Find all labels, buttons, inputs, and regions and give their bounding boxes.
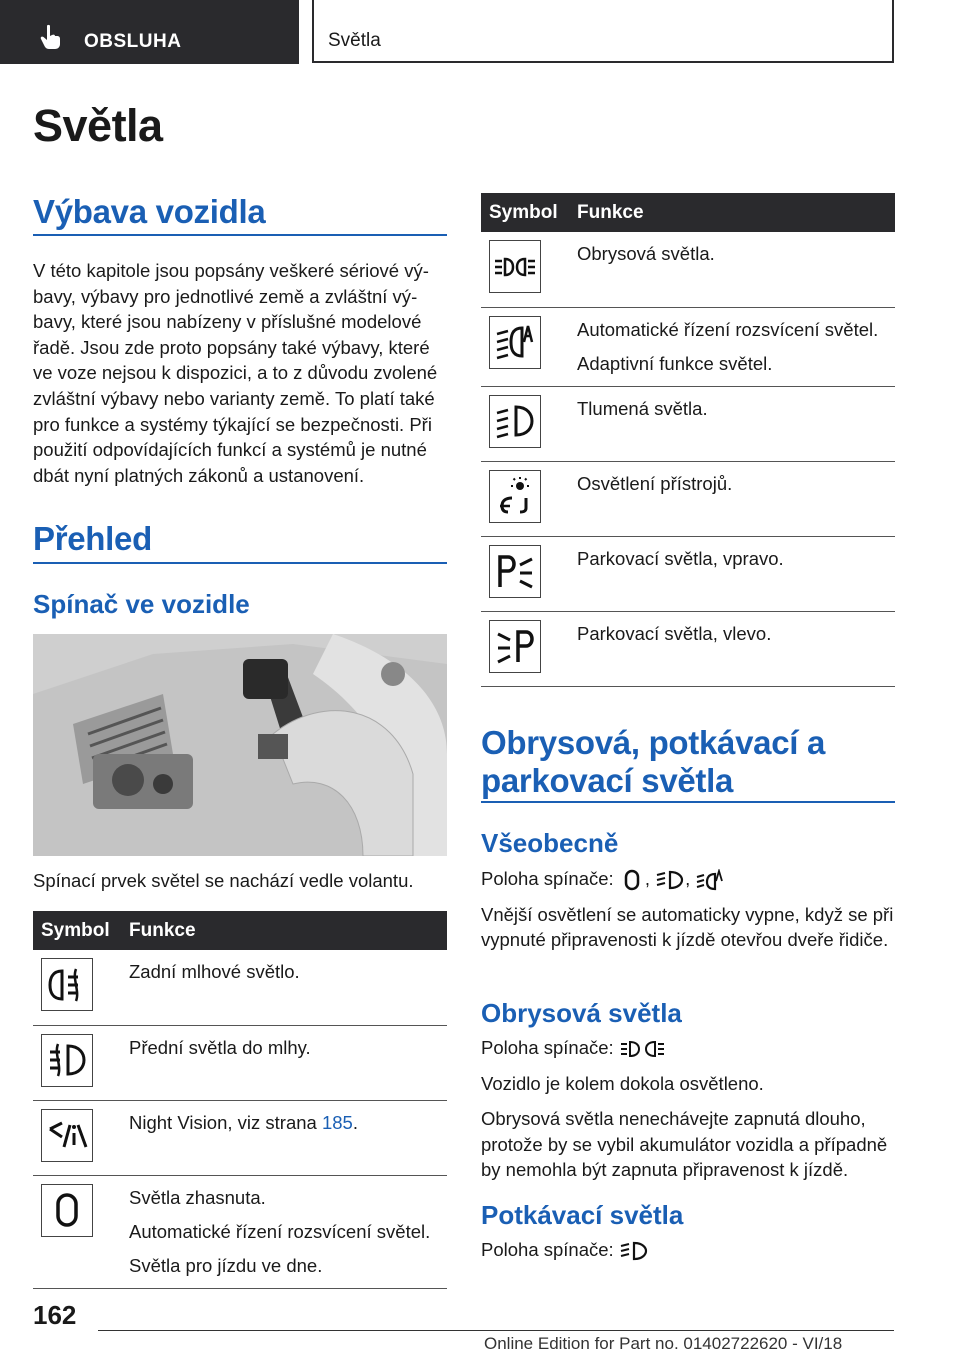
auto-headlight-icon (489, 316, 541, 369)
parking-switch-line (481, 1035, 895, 1061)
lowbeam-section (481, 1237, 895, 1273)
table-row (481, 461, 895, 536)
row-text: Adaptivní funkce světel. (577, 352, 773, 374)
separator: , (685, 868, 691, 889)
lights-off-icon (619, 869, 645, 891)
left-col-symbol: Symbol (33, 911, 121, 950)
general-switch-line (481, 866, 895, 892)
front-fog-light-icon (41, 1034, 93, 1087)
table-row (481, 611, 895, 686)
row-text: Obrysová světla. (577, 243, 715, 264)
table-row (481, 307, 895, 386)
parking-text-1: Vozidlo je kolem dokola osvětleno. (481, 1072, 764, 1094)
night-vision-icon (41, 1109, 93, 1162)
footer-edition: Online Edition for Part no. 01402722620 - VI/18 (484, 1334, 843, 1353)
header-tab-label: OBSLUHA (84, 31, 182, 52)
equipment-paragraph: V této kapitole jsou popsány veškeré sériové výbavy, výbavy pro jednotlivé země a zvláštní výbavy, které jsou nabízeny v příslušné modelové řadě. Jsou zde proto popsány také výbavy, které ve voze nejsou k dispozici, a to z důvodu zvolené zvláštní výbavy nebo varianty země. To platí také pro funkce a systémy týkající se bezpečnosti. Při použití odpovídajících funkcí a systémů je nutné dbát nyní platných zákonů a ustanovení. (33, 260, 438, 486)
parking-text-2: Obrysová světla nenechávejte zapnutá dlouho, protože by se vybil akumulátor vozidla a případně by nemohla být zapnuta připravenost k jízdě. (481, 1108, 888, 1181)
switch-position-label: Poloha spínače: (481, 1239, 614, 1260)
row-text: Světla zhasnuta. (129, 1186, 266, 1208)
right-col-symbol: Symbol (481, 193, 569, 232)
parking-section (481, 1035, 895, 1193)
table-row (481, 536, 895, 611)
row-text: Tlumená světla. (577, 397, 708, 419)
row-text (129, 1111, 447, 1135)
rear-fog-light-icon (41, 958, 93, 1011)
right-symbol-table (481, 193, 895, 687)
general-section (481, 866, 895, 963)
lowbeam-switch-line (481, 1237, 895, 1263)
overview-heading: Přehled (33, 520, 152, 557)
parking-light-left-icon (489, 620, 541, 673)
header-section-label: Světla (328, 30, 381, 51)
table-row (481, 386, 895, 461)
separator: , (644, 868, 650, 889)
low-beam-icon (489, 395, 541, 448)
page-link-185[interactable]: 185 (321, 1111, 353, 1133)
parking-lights-icon (489, 240, 541, 293)
left-col-function: Funkce (121, 911, 447, 950)
lights-off-icon (41, 1184, 93, 1237)
lights-heading-rule (481, 801, 895, 803)
switch-photo (33, 634, 447, 856)
header-section (312, 0, 894, 63)
page-title: Světla (33, 100, 163, 151)
auto-headlight-icon (695, 869, 725, 891)
overview-heading-rule (33, 562, 447, 564)
footer-rule (98, 1330, 894, 1331)
row-text: Osvětlení přístrojů. (577, 472, 733, 494)
hand-pointer-icon (40, 24, 62, 50)
equipment-heading-rule (33, 234, 447, 236)
general-text: Vnější osvětlení se automaticky vypne, když se při vypnuté připravenosti k jízdě otevřou dveře řidiče. (481, 903, 894, 951)
switch-position-label: Poloha spínače: (481, 868, 614, 889)
row-text: Světla pro jízdu ve dne. (129, 1254, 323, 1276)
table-row (481, 232, 895, 307)
table-row (33, 1175, 447, 1288)
general-heading: Všeobecně (481, 828, 619, 858)
night-vision-text: Night Vision, viz strana (129, 1111, 322, 1133)
table-row (33, 950, 447, 1025)
dashboard-illustration (33, 634, 447, 856)
row-text: Zadní mlhové světlo. (129, 961, 300, 982)
low-beam-icon (655, 869, 685, 891)
row-text: Přední světla do mlhy. (129, 1036, 311, 1058)
period: . (352, 1111, 358, 1133)
parking-light-right-icon (489, 545, 541, 598)
lowbeam-heading: Potkávací světla (481, 1200, 684, 1230)
left-symbol-table (33, 911, 447, 1289)
instrument-lighting-icon (489, 470, 541, 523)
equipment-text (33, 258, 447, 498)
photo-caption: Spínací prvek světel se nachází vedle volantu. (33, 870, 414, 891)
row-text: Parkovací světla, vlevo. (577, 622, 772, 644)
low-beam-icon (619, 1240, 649, 1262)
row-text: Automatické řízení rozsvícení světel. (577, 318, 879, 340)
equipment-heading: Výbava vozidla (33, 193, 266, 230)
switch-heading: Spínač ve vozidle (33, 589, 250, 619)
lights-heading: Obrysová, potkávací a parkovací světla (481, 724, 826, 799)
header-tab (0, 0, 299, 64)
switch-position-label: Poloha spínače: (481, 1037, 614, 1058)
table-row (33, 1100, 447, 1175)
right-col-function: Funkce (569, 193, 895, 232)
row-text: Parkovací světla, vpravo. (577, 547, 784, 569)
parking-heading: Obrysová světla (481, 998, 682, 1028)
parking-lights-icon (619, 1038, 667, 1060)
table-row (33, 1025, 447, 1100)
row-text: Automatické řízení rozsvícení světel. (129, 1220, 431, 1242)
page-number: 162 (33, 1300, 77, 1330)
